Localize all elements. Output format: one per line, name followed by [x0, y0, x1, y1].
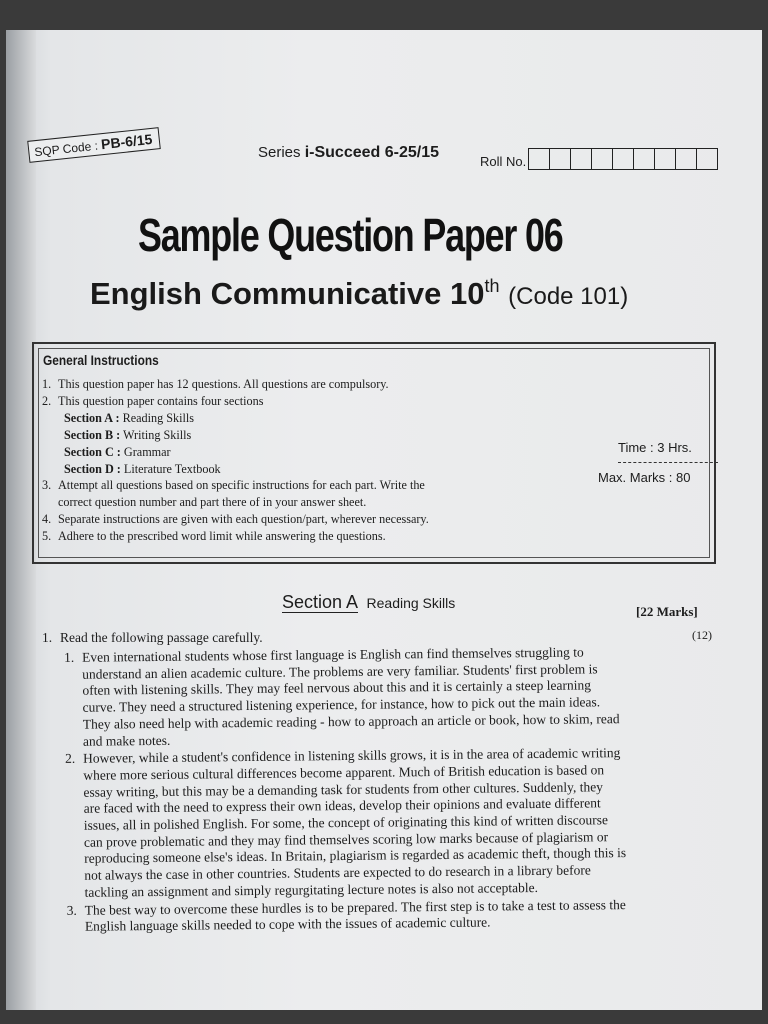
divider — [618, 462, 718, 463]
general-instructions-box — [32, 342, 716, 564]
passage-line: understand an alien academic culture. The problems are very familiar. Students' first problem is — [82, 661, 598, 682]
general-instructions-title: General Instructions — [43, 352, 159, 368]
passage-line: are faced with the need to express their own ideas, develop their opinions and evaluate different — [83, 795, 601, 817]
section-a-title: Section A — [282, 592, 359, 612]
subject-name: English Communicative 10 — [90, 276, 485, 311]
section-list-item: Section D : Literature Textbook — [64, 461, 221, 476]
paragraph-number: 3. — [66, 902, 77, 918]
roll-number-boxes — [528, 148, 718, 170]
instruction-continuation: correct question number and part there of in your answer sheet. — [58, 495, 367, 510]
question-1 — [42, 630, 263, 646]
roll-box — [571, 149, 592, 169]
passage-line: Even international students whose first language is English can find themselves struggling to — [81, 644, 584, 665]
subject-title — [90, 276, 628, 312]
instructions-list — [42, 376, 429, 545]
passage-line: essay writing, but this may be a demanding task for students from other cultures. Suddenly, they — [83, 778, 604, 800]
paragraph-number: 2. — [65, 751, 76, 767]
question-paper-page — [6, 30, 762, 1010]
series-line — [258, 144, 439, 162]
roll-box — [592, 149, 613, 169]
section-a-heading — [282, 592, 455, 613]
passage-line: issues, all in polished English. For some, the concept of originating this kind of written discourse — [83, 812, 609, 833]
reading-passage — [58, 643, 721, 937]
section-list-item: Section B : Writing Skills — [64, 427, 192, 442]
roll-box — [655, 149, 676, 169]
subject-code: (Code 101) — [508, 283, 629, 310]
paragraph-number: 1. — [63, 649, 75, 665]
roll-box — [550, 149, 571, 169]
roll-number-label: Roll No. — [480, 154, 527, 169]
passage-line: curve. They need a structured listening experience, for instance, how to pick out the main ideas. — [82, 694, 601, 715]
question-text: Read the following passage carefully. — [60, 630, 263, 645]
instruction-item: 3. Attempt all questions based on specific instructions for each part. Write the — [42, 478, 425, 493]
roll-box — [676, 149, 697, 169]
passage-line: They also need help with academic reading - how to approach an article or book, how to skim, read — [82, 710, 620, 732]
sqp-code-stamp — [27, 127, 160, 163]
series-value: i-Succeed 6-25/15 — [304, 144, 439, 161]
roll-box — [697, 149, 717, 169]
series-label: Series — [258, 144, 301, 161]
instruction-item: 1. This question paper has 12 questions. All questions are compulsory. — [42, 377, 389, 391]
instruction-item: 4. Separate instructions are given with each question/part, wherever necessary. — [42, 512, 429, 527]
subject-sup: th — [484, 276, 500, 296]
section-a-subtitle: Reading Skills — [366, 595, 456, 611]
roll-box — [529, 149, 550, 169]
passage-paragraph — [58, 643, 719, 750]
section-a-marks: [22 Marks] — [636, 604, 698, 619]
passage-line: often with listening skills. They may feel nervous about this and it is certainly a steep learning — [82, 677, 591, 699]
time-allowed: Time : 3 Hrs. — [618, 440, 692, 455]
passage-line: tackling an assignment and simply regurgitating lecture notes is also not acceptable. — [84, 879, 538, 900]
passage-line: not always the case in other countries. Students are expected to do research in a library before — [84, 862, 591, 883]
passage-paragraph — [59, 744, 721, 901]
question-1-marks: (12) — [692, 628, 712, 642]
section-list-item: Section A : Reading Skills — [64, 410, 195, 425]
max-marks: Max. Marks : 80 — [598, 470, 691, 485]
instruction-item: 2. This question paper contains four sections — [42, 393, 264, 408]
instruction-item: 5. Adhere to the prescribed word limit while answering the questions. — [42, 529, 386, 544]
sqp-code-value: PB-6/15 — [100, 130, 154, 153]
passage-line: English language skills needed to cope with the issues of academic culture. — [84, 914, 491, 934]
section-list-item: Section C : Grammar — [64, 444, 171, 459]
sqp-code-label: SQP Code : — [33, 138, 99, 160]
passage-paragraph — [61, 896, 721, 936]
question-number: 1. — [42, 630, 53, 645]
passage-line: and make notes. — [82, 732, 171, 749]
roll-box — [613, 149, 634, 169]
passage-line: can prove problematic and they may find themselves scoring low marks because of plagiarism or — [83, 828, 609, 850]
passage-line: reproducing someone else's ideas. In Britain, plagiarism is regarded as academic theft, though this is — [84, 845, 627, 867]
roll-box — [634, 149, 655, 169]
paper-title: Sample Question Paper 06 — [138, 209, 563, 261]
passage-line: where more serious cultural differences become apparent. Much of British education is based on — [83, 762, 605, 783]
passage-line: The best way to overcome these hurdles is to be prepared. The first step is to take a test to assess the — [84, 896, 626, 918]
passage-line: However, while a student's confidence in listening skills grows, it is in the area of academic writing — [83, 745, 621, 766]
